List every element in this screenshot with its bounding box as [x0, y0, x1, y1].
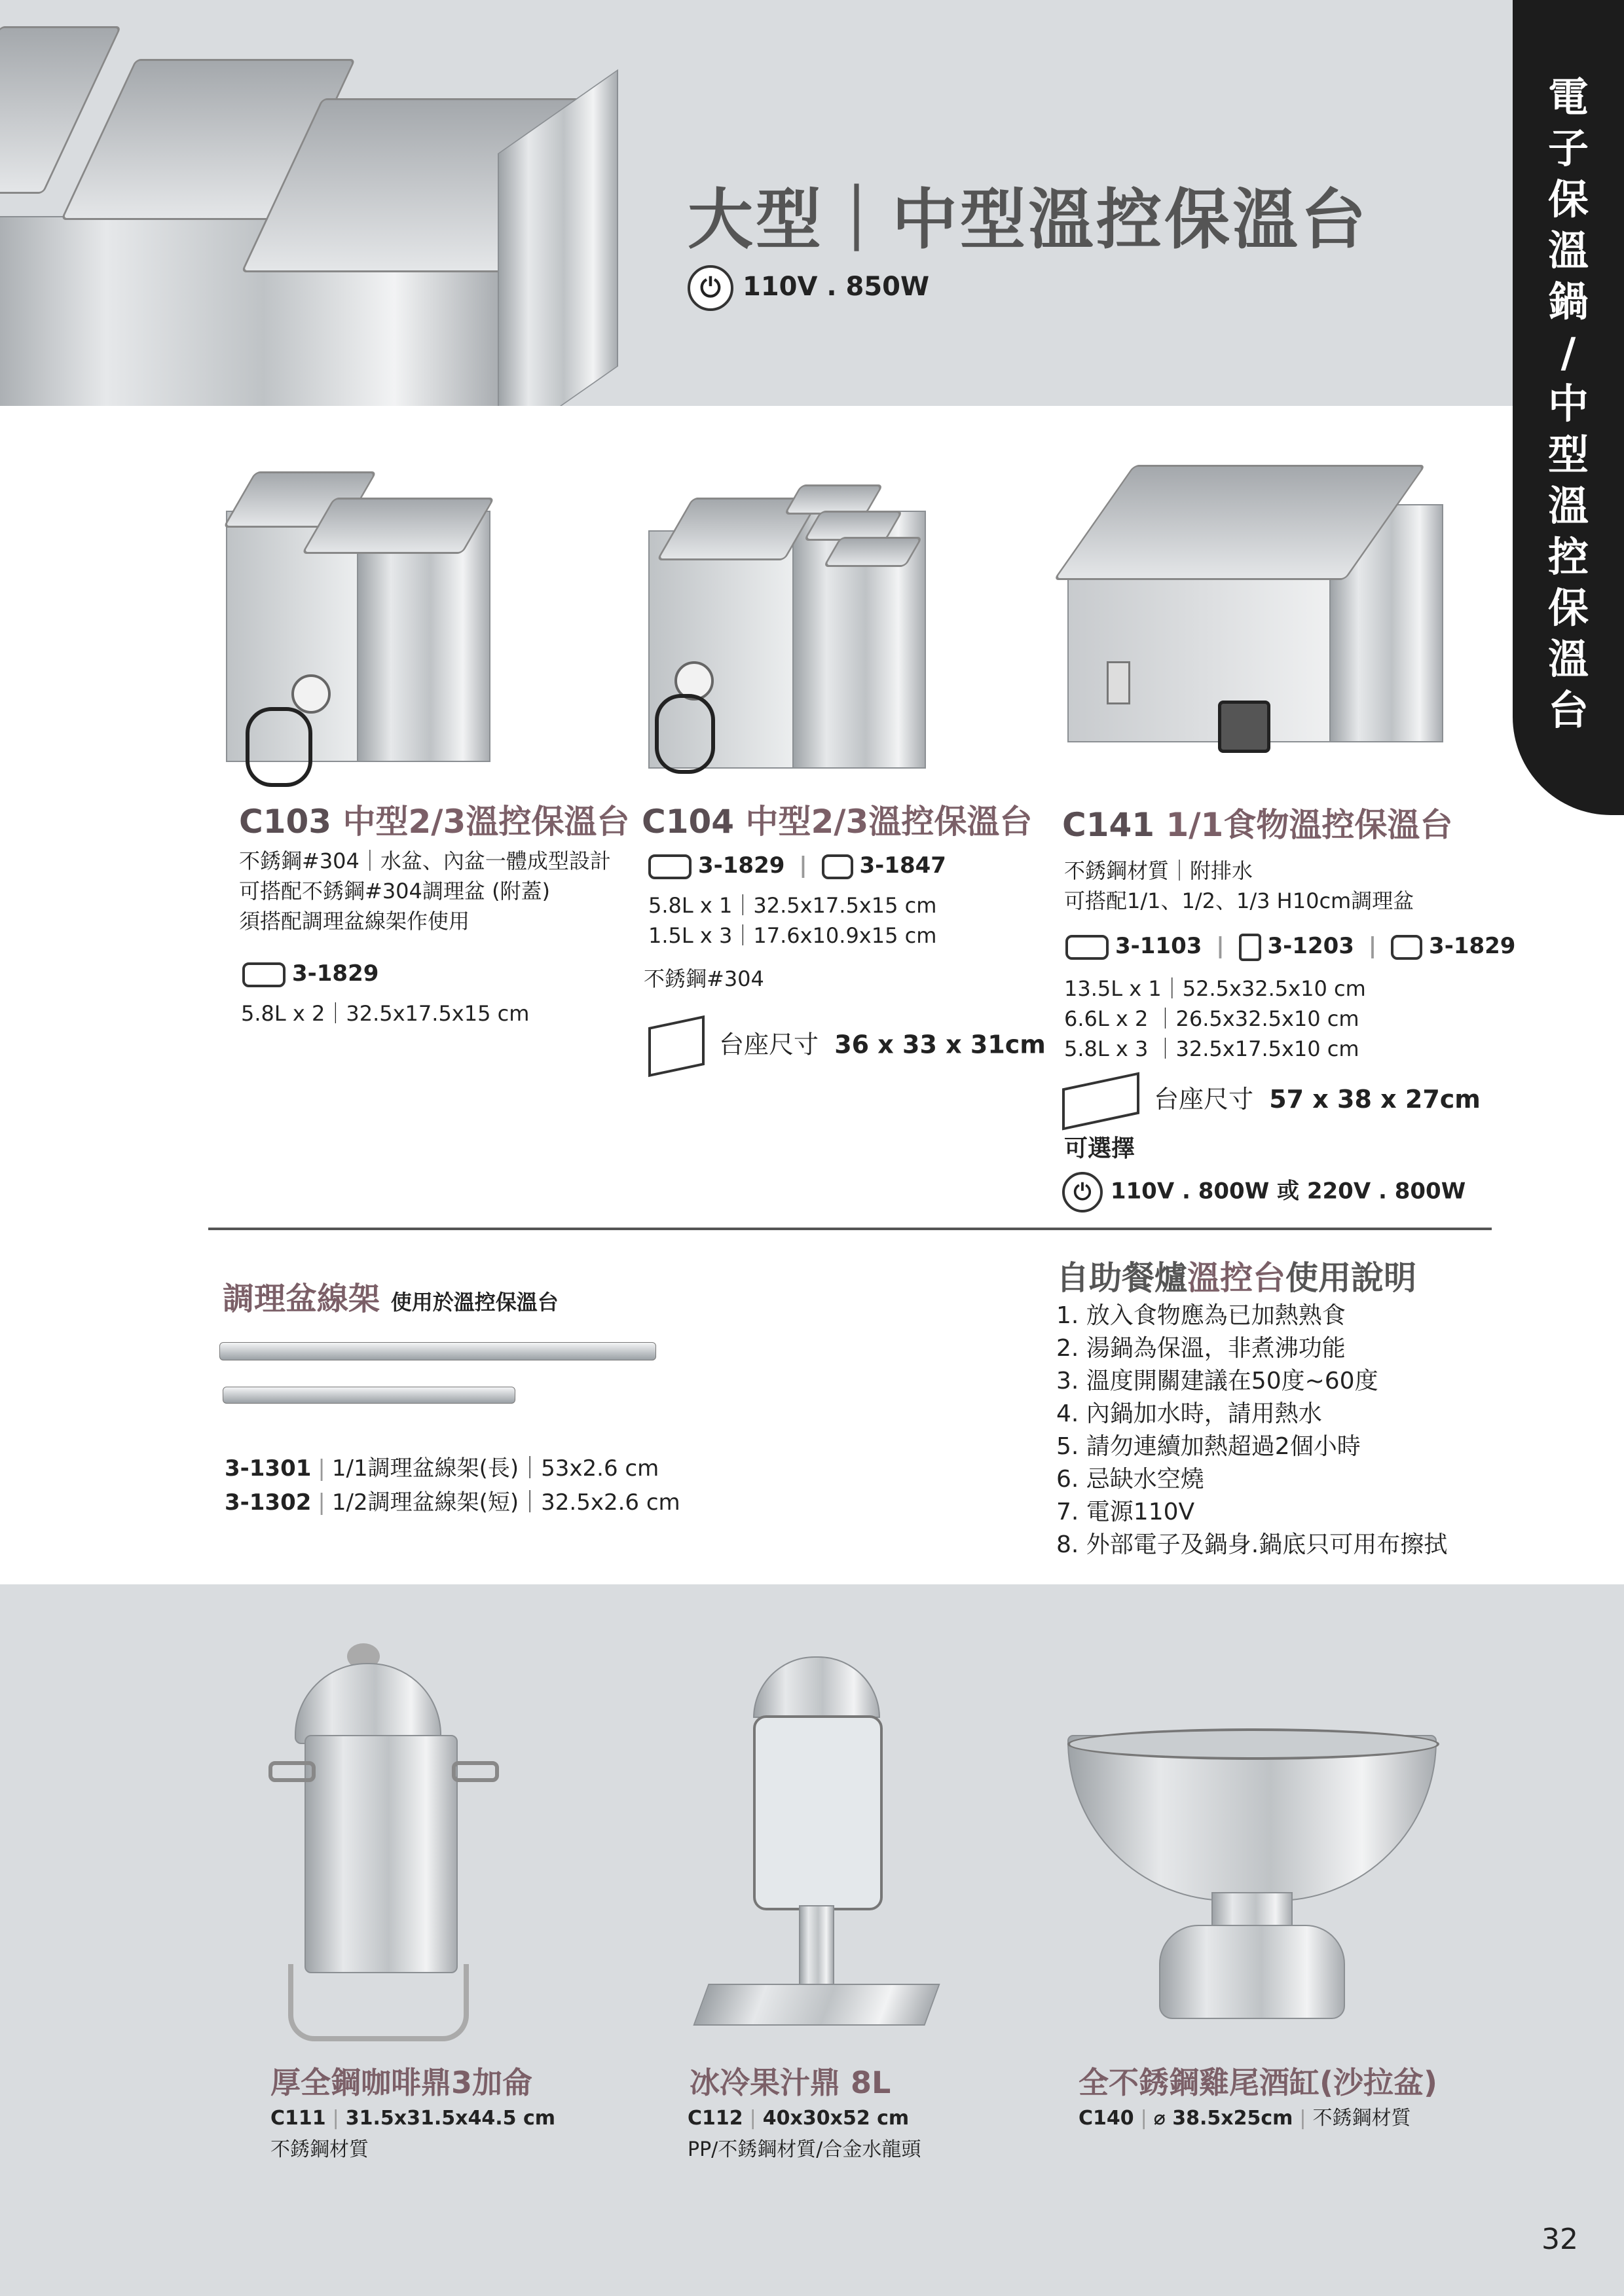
instruction-item: 5. 請勿連續加熱超過2個小時	[1056, 1433, 1361, 1460]
c141-pans: 3-1103 | 3-1203 | 3-1829	[1065, 933, 1515, 961]
pan-icon	[1239, 934, 1261, 961]
c103-dims: 5.8L x 2｜32.5x17.5x15 cm	[241, 1001, 530, 1026]
c141-description: 不銹鋼材質｜附排水 可搭配1/1、1/2、1/3 H10cm調理盆	[1064, 858, 1414, 913]
box-icon	[1062, 1072, 1139, 1130]
plug-icon: ⏻	[1062, 1172, 1103, 1212]
instruction-item: 7. 電源110V	[1056, 1499, 1195, 1525]
c112-title: 冰冷果汁鼎 8L	[690, 2065, 891, 2100]
rack-title: 調理盆線架 使用於溫控保溫台	[223, 1281, 559, 1317]
c104-dims: 5.8L x 1｜32.5x17.5x15 cm 1.5L x 3｜17.6x10.9x15 cm	[648, 893, 937, 948]
rack-item-1: 3-1301 | 1/1調理盆線架(長)｜53x2.6 cm	[225, 1455, 659, 1482]
header-power-spec: ⏻ 110V . 850W	[688, 265, 929, 311]
instructions-title: 自助餐爐溫控台使用說明	[1056, 1259, 1416, 1297]
instruction-item: 1. 放入食物應為已加熱熟食	[1056, 1302, 1346, 1329]
instruction-item: 8. 外部電子及鍋身.鍋底只可用布擦拭	[1056, 1531, 1448, 1558]
c111-title: 厚全鋼咖啡鼎3加侖	[270, 2065, 533, 2100]
coffee-urn-photo	[268, 1637, 517, 2043]
c103-description: 不銹鋼#304｜水盆、內盆一體成型設計 可搭配不銹鋼#304調理盆 (附蓋) 須搭配調理盆線架作使用	[239, 848, 611, 934]
instruction-item: 6. 忌缺水空燒	[1056, 1466, 1204, 1493]
c104-base-size: 台座尺寸 36 x 33 x 31cm	[648, 1021, 1046, 1071]
c141-power: ⏻ 110V . 800W 或 220V . 800W	[1062, 1172, 1466, 1212]
c103-pan: 3-1829	[242, 960, 378, 987]
juice-dispenser-photo	[694, 1630, 936, 2036]
rack-item-2: 3-1302 | 1/2調理盆線架(短)｜32.5x2.6 cm	[225, 1489, 680, 1516]
c103-title: C103 中型2/3溫控保溫台	[239, 803, 630, 841]
pan-icon	[1065, 935, 1109, 960]
instructions-list	[1056, 1300, 1447, 1561]
box-icon	[648, 1015, 705, 1077]
pan-icon	[648, 854, 692, 879]
instruction-item: 4. 內鍋加水時，請用熱水	[1056, 1400, 1322, 1427]
c141-base-size: 台座尺寸 57 x 38 x 27cm	[1062, 1079, 1481, 1122]
c104-photo	[648, 471, 956, 786]
c140-title: 全不銹鋼雞尾酒缸(沙拉盆)	[1079, 2065, 1438, 2100]
instruction-item: 2. 湯鍋為保溫，非煮沸功能	[1056, 1335, 1346, 1362]
c140-spec: C140 | ⌀ 38.5x25cm | 不銹鋼材質	[1079, 2107, 1411, 2130]
punch-bowl-photo	[1067, 1715, 1441, 2043]
page-number: 32	[1541, 2223, 1578, 2256]
header-photo	[0, 0, 642, 406]
long-rack-image	[219, 1342, 656, 1360]
plug-icon: ⏻	[688, 265, 733, 311]
c104-pans: 3-1829 | 3-1847	[648, 852, 946, 879]
category-tab-label: 電 子 保 溫 鍋 / 中 型 溫 控 保 溫 台	[1547, 73, 1589, 734]
c104-material: 不銹鋼#304	[644, 966, 764, 991]
section-divider	[208, 1228, 1492, 1230]
page-title: 大型｜中型溫控保溫台	[688, 181, 1369, 258]
c141-dims: 13.5L x 1｜52.5x32.5x10 cm 6.6L x 2 ｜26.5x32.5x10 cm 5.8L x 3 ｜32.5x17.5x10 cm	[1064, 976, 1366, 1061]
c141-photo	[1061, 445, 1454, 773]
c111-spec: C111 | 31.5x31.5x44.5 cm 不銹鋼材質	[270, 2107, 555, 2161]
c104-title: C104 中型2/3溫控保溫台	[642, 803, 1033, 841]
short-rack-image	[223, 1387, 515, 1404]
pan-icon	[242, 962, 286, 987]
c112-spec: C112 | 40x30x52 cm PP/不銹鋼材質/合金水龍頭	[688, 2107, 921, 2161]
instruction-item: 3. 溫度開關建議在50度~60度	[1056, 1368, 1378, 1394]
c141-optional-label: 可選擇	[1064, 1135, 1135, 1162]
c103-photo	[226, 458, 494, 799]
pan-icon	[1391, 935, 1422, 960]
c141-title: C141 1/1食物溫控保溫台	[1062, 806, 1453, 844]
pan-icon	[822, 854, 853, 879]
